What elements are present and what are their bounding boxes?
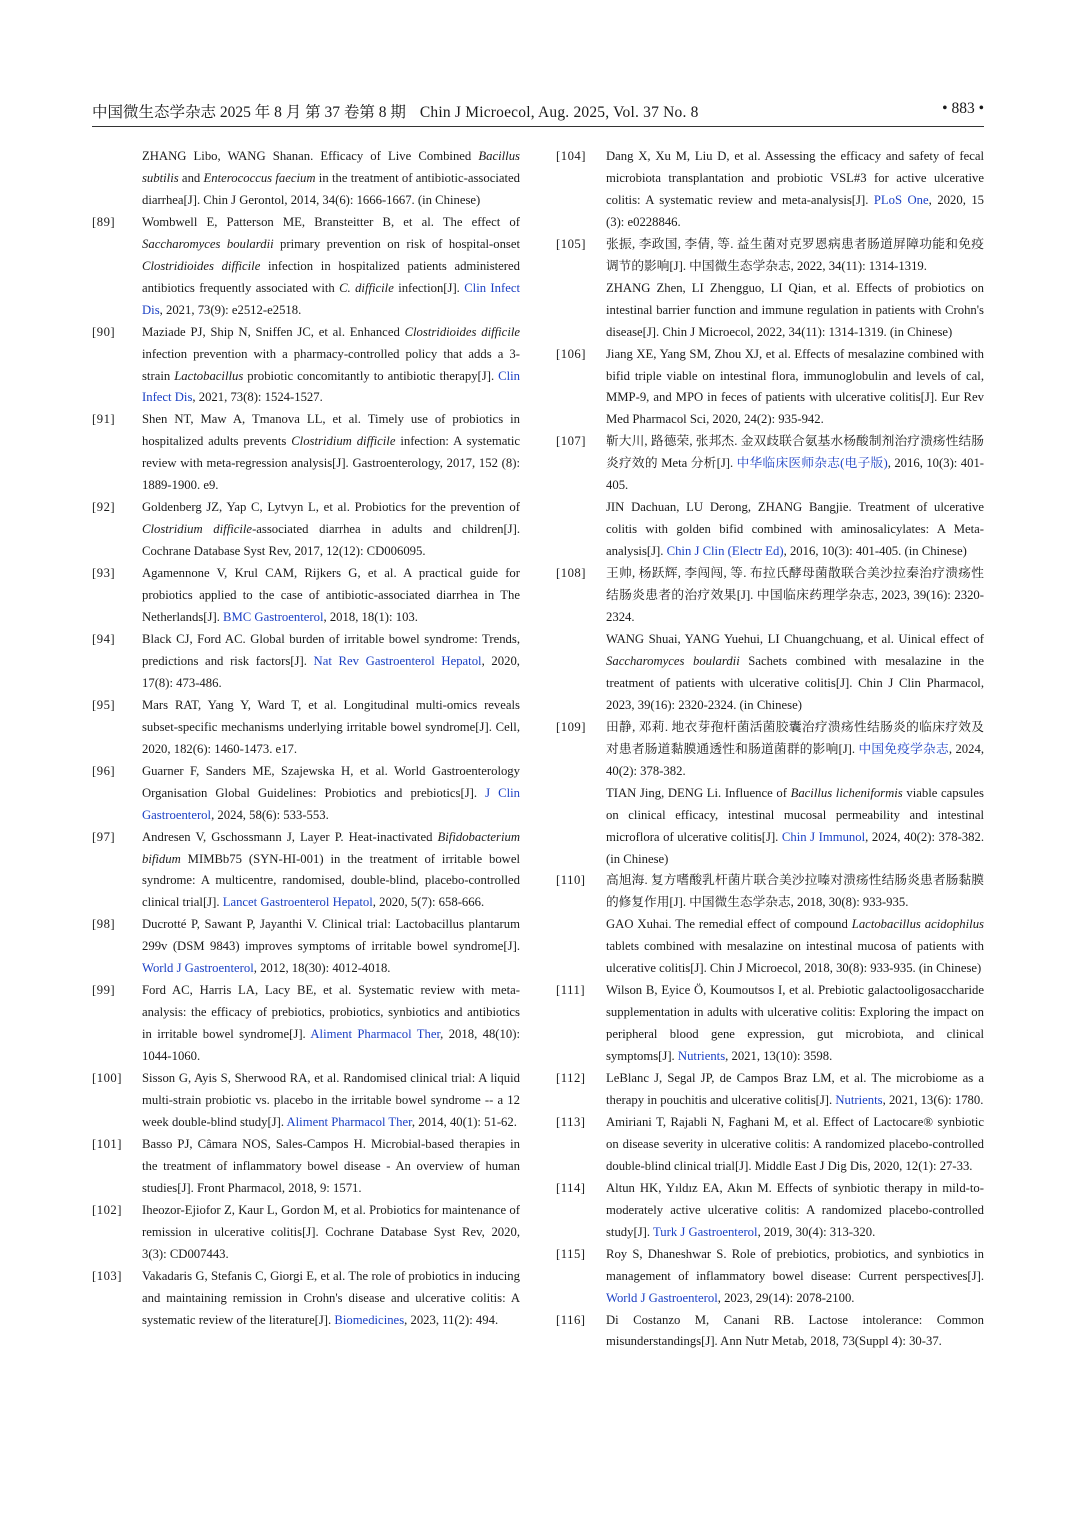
reference-item [92,409,520,497]
reference-item [92,1068,520,1134]
reference-item [92,322,520,410]
reference-number: [116] [556,1312,586,1327]
reference-item [556,980,984,1068]
page-header [92,98,984,127]
journal-link[interactable]: Turk J Gastroenterol [653,1224,758,1239]
reference-number: [101] [92,1136,122,1151]
reference-item [556,717,984,871]
reference-number: [105] [556,236,586,251]
reference-number: [95] [92,697,116,712]
journal-link[interactable]: 中华临床医师杂志(电子版) [736,456,888,471]
reference-item [556,234,984,344]
reference-text: Roy S, Dhaneshwar S. Role of prebiotics, probiotics, and synbiotics in management of inflammatory bowel disease: Current perspectives[J]. World J Gastroenterol, 2023, 29(14): 2078-2100. [606,1246,984,1305]
journal-link[interactable]: Clin Infect Dis [142,280,520,317]
journal-link[interactable]: Aliment Pharmacol Ther [286,1114,412,1129]
reference-text: 高旭海. 复方嗜酸乳杆菌片联合美沙拉嗪对溃疡性结肠炎患者肠黏膜的修复作用[J]. 中国微生态学杂志, 2018, 30(8): 933-935. GAO Xuhai. The remedial effect of compound Lactobacillus acidophilus tablets combined with mesalazine on intestinal mucosa of patients with ulcerative colitis[J]. Chin J Microecol, 2018, 30(8): 933-935. (in Chinese) [606,873,984,976]
reference-number: [107] [556,434,586,449]
reference-number: [108] [556,566,586,581]
reference-number: [90] [92,324,116,339]
reference-number: [94] [92,631,116,646]
reference-text: Wilson B, Eyice Ö, Koumoutsos I, et al. Prebiotic galactooligosaccharide supplementation in adults with ulcerative colitis: Exploring the impact on peripheral blood gene expression, gut microbiota, and clinical symptoms[J]. Nutrients, 2021, 13(10): 3598. [606,983,984,1064]
reference-item [92,1266,520,1332]
journal-link[interactable]: J Clin Gastroenterol [142,785,521,822]
reference-text: Iheozor-Ejiofor Z, Kaur L, Gordon M, et al. Probiotics for maintenance of remission in ulcerative colitis[J]. Cochrane Database Syst Rev, 2020, 3(3): CD007443. [142,1202,520,1261]
reference-text: Agamennone V, Krul CAM, Rijkers G, et al. A practical guide for probiotics applied to the case of antibiotic-associated diarrhea in The Netherlands[J]. BMC Gastroenterol, 2018, 18(1): 103. [142,566,520,625]
reference-text: 靳大川, 路德荣, 张邦杰. 金双歧联合氨基水杨酸制剂治疗溃疡性结肠炎疗效的 Meta 分析[J]. 中华临床医师杂志(电子版), 2016, 10(3): 401-405. JIN Dachuan, LU Derong, ZHANG Bangjie. Treatment of ulcerative colitis with golden bifid combined with aminosalicylates: A Meta-analysis[J]. Chin J Clin (Electr Ed), 2016, 10(3): 401-405. (in Chinese) [606,434,985,559]
page-number: • 883 • [942,100,984,117]
reference-text: Wombwell E, Patterson ME, Bransteitter B, et al. The effect of Saccharomyces boulardii primary prevention on risk of hospital-onset Clostridioides difficile infection in hospitalized patients administered antibiotics frequently associated with C. difficile infection[J]. Clin Infect Dis, 2021, 73(9): e2512-e2518. [142,214,521,317]
reference-text: Guarner F, Sanders ME, Szajewska H, et al. World Gastroenterology Organisation Global Guidelines: Probiotics and prebiotics[J]. J Clin Gastroenterol, 2024, 58(6): 533-553. [142,763,521,822]
reference-number: [98] [92,917,116,932]
journal-link[interactable]: World J Gastroenterol [606,1290,718,1305]
reference-number: [103] [92,1268,122,1283]
reference-text: Altun HK, Yıldız EA, Akın M. Effects of synbiotic therapy in mild-to-moderately active ulcerative colitis: A randomized placebo-controlled study[J]. Turk J Gastroenterol, 2019, 30(4): 313-320. [606,1180,984,1239]
reference-text: Basso PJ, Câmara NOS, Sales-Campos H. Microbial-based therapies in the treatment of inflammatory bowel disease - An overview of human studies[J]. Front Pharmacol, 2018, 9: 1571. [142,1136,520,1195]
reference-text: Ducrotté P, Sawant P, Jayanthi V. Clinical trial: Lactobacillus plantarum 299v (DSM 9843) improves symptoms of irritable bowel syndrome[J]. World J Gastroenterol, 2012, 18(30): 4012-4018. [142,917,520,976]
reference-item [556,1310,984,1354]
reference-text: Sisson G, Ayis S, Sherwood RA, et al. Randomised clinical trial: A liquid multi-strain probiotic vs. placebo in the irritable bowel syndrome -- a 12 week double-blind study[J]. Aliment Pharmacol Ther, 2014, 40(1): 51-62. [142,1071,520,1129]
reference-text: Ford AC, Harris LA, Lacy BE, et al. Systematic review with meta-analysis: the efficacy of prebiotics, probiotics, synbiotics and antibiotics in irritable bowel syndrome[J]. Aliment Pharmacol Ther, 2018, 48(10): 1044-1060. [142,983,520,1064]
journal-link[interactable]: Nat Rev Gastroenterol Hepatol [313,653,482,668]
journal-link[interactable]: Nutrients [835,1092,883,1107]
reference-number: [104] [556,149,586,163]
reference-number: [99] [92,983,116,998]
reference-text: Amiriani T, Rajabli N, Faghani M, et al. Effect of Lactocare® synbiotic on disease severity in ulcerative colitis: A randomized placebo-controlled double-blind clinical trial[J]. Middle East J Dig Dis, 2020, 12(1): 27-33. [606,1114,984,1173]
reference-text: Andresen V, Gschossmann J, Layer P. Heat-inactivated Bifidobacterium bifidum MIMBb75 (SYN-HI-001) in the treatment of irritable bowel syndrome: A multicentre, randomised, double-blind, placebo-controlled clinical trial[J]. Lancet Gastroenterol Hepatol, 2020, 5(7): 658-666. [142,829,520,910]
reference-item [92,914,520,980]
reference-item [92,563,520,629]
reference-number: [106] [556,346,586,361]
journal-link[interactable]: BMC Gastroenterol [223,610,324,625]
journal-link[interactable]: Aliment Pharmacol Ther [310,1027,441,1042]
reference-number: [89] [92,214,116,229]
reference-item [556,563,984,717]
reference-number: [111] [556,983,586,998]
journal-link[interactable]: 中国免疫学杂志 [858,741,949,756]
reference-text: Goldenberg JZ, Yap C, Lytvyn L, et al. Probiotics for the prevention of Clostridium difficile-associated diarrhea in adults and children[J]. Cochrane Database Syst Rev, 2017, 12(12): CD006095. [142,500,521,559]
reference-number: [92] [92,500,116,515]
reference-number: [102] [92,1202,122,1217]
reference-text: Mars RAT, Yang Y, Ward T, et al. Longitudinal multi-omics reveals subset-specific mechanisms underlying irritable bowel syndrome[J]. Cell, 2020, 182(6): 1460-1473. e17. [142,697,520,756]
reference-item [556,344,984,432]
reference-item [92,761,520,827]
reference-item [556,431,984,563]
reference-item [92,827,520,915]
journal-link[interactable]: PLoS One [873,192,929,207]
reference-text: 王帅, 杨跃辉, 李闯闯, 等. 布拉氏酵母菌散联合美沙拉秦治疗溃疡性结肠炎患者的治疗效果[J]. 中国临床药理学杂志, 2023, 39(16): 2320-2324. WANG Shuai, YANG Yuehui, LI Chuangchuang, et al. Uinical effect of Saccharomyces boulardii Sachets combined with mesalazine in the treatment of patients with ulcerative colitis[J]. Chin J Clin Pharmacol, 2023, 39(16): 2320-2324. (in Chinese) [606,566,984,712]
journal-link[interactable]: Chin J Clin (Electr Ed) [666,544,784,559]
reference-item [556,1178,984,1244]
journal-link[interactable]: Nutrients [677,1049,726,1064]
reference-item [92,695,520,761]
reference-text: Di Costanzo M, Canani RB. Lactose intolerance: Common misunderstandings[J]. Ann Nutr Metab, 2018, 73(Suppl 4): 30-37. [606,1312,984,1349]
journal-title-en: Chin J Microecol, Aug. 2025, Vol. 37 No. 8 [419,104,699,121]
reference-item [556,146,984,234]
reference-text: Jiang XE, Yang SM, Zhou XJ, et al. Effects of mesalazine combined with bifid triple viable on intestinal flora, immunoglobulin and levels of cal, MMP-9, and MPO in feces of patients with ulcerative colitis[J]. Eur Rev Med Pharmacol Sci, 2020, 24(2): 935-942. [606,346,984,427]
journal-link[interactable]: Lancet Gastroenterol Hepatol [222,895,373,910]
reference-item [556,1244,984,1310]
reference-item [92,1134,520,1200]
journal-link[interactable]: Clin Infect Dis [142,368,520,405]
left-column [92,146,520,1331]
journal-title-cn: 中国微生态学杂志 2025 年 8 月 第 37 卷第 8 期 [92,104,406,121]
reference-text: Shen NT, Maw A, Tmanova LL, et al. Timely use of probiotics in hospitalized adults prevents Clostridium difficile infection: A systematic review with meta-regression analysis[J]. Gastroenterology, 2017, 152 (8): 1889-1900. e9. [142,412,521,493]
journal-link[interactable]: Chin J Immunol [781,829,866,844]
reference-number: [110] [556,873,586,888]
running-head [92,100,699,122]
reference-item [92,497,520,563]
reference-number: [97] [92,829,116,844]
reference-number: [112] [556,1071,586,1086]
reference-number: [109] [556,719,586,734]
right-reference-list [556,146,984,1353]
reference-number: [93] [92,566,116,581]
reference-number: [96] [92,763,116,778]
reference-text: Vakadaris G, Stefanis C, Giorgi E, et al. The role of probiotics in inducing and maintaining remission in Crohn's disease and ulcerative colitis: A systematic review of the literature[J]. Biomedicines, 2023, 11(2): 494. [142,1268,520,1327]
reference-item [556,1068,984,1112]
reference-number: [91] [92,412,116,427]
reference-item [556,870,984,980]
reference-number: [100] [92,1071,122,1086]
reference-number: [115] [556,1246,586,1261]
reference-item [92,212,520,322]
reference-text: 田静, 邓莉. 地衣芽孢杆菌活菌胶囊治疗溃疡性结肠炎的临床疗效及对患者肠道黏膜通透性和肠道菌群的影响[J]. 中国免疫学杂志, 2024, 40(2): 378-382. TIAN Jing, DENG Li. Influence of Bacillus licheniformis viable capsules on clinical efficacy, intestinal mucosal permeability and intestinal microflora of ulcerative colitis[J]. Chin J Immunol, 2024, 40(2): 378-382. (in Chinese) [606,719,985,866]
left-reference-list [92,212,520,1332]
right-column [556,146,984,1353]
reference-text: 张振, 李政国, 李倩, 等. 益生菌对克罗恩病患者肠道屏障功能和免疫调节的影响[J]. 中国微生态学杂志, 2022, 34(11): 1314-1319. ZHANG Zhen, LI Zhengguo, LI Qian, et al. Effects of probiotics on intestinal barrier function and immune regulation in patients with Crohn's disease[J]. Chin J Microecol, 2022, 34(11): 1314-1319. (in Chinese) [606,236,984,339]
reference-text: Dang X, Xu M, Liu D, et al. Assessing the efficacy and safety of fecal microbiota transplantation and probiotic VSL#3 for active ulcerative colitis: A systematic review and meta-analysis[J]. PLoS One, 2020, 15 (3): e0228846. [606,149,985,229]
reference-item [92,1200,520,1266]
reference-continuation: ZHANG Libo, WANG Shanan. Efficacy of Live Combined Bacillus subtilis and Enterococcus faecium in the treatment of antibiotic-associated diarrhea[J]. Chin J Gerontol, 2014, 34(6): 1666-1667. (in Chinese) [142,149,520,207]
reference-number: [114] [556,1180,586,1195]
reference-item [92,629,520,695]
journal-link[interactable]: Biomedicines [334,1312,405,1327]
reference-item [92,980,520,1068]
reference-text: Black CJ, Ford AC. Global burden of irritable bowel syndrome: Trends, predictions and risk factors[J]. Nat Rev Gastroenterol Hepatol, 2020, 17(8): 473-486. [142,631,520,690]
reference-item [556,1112,984,1178]
reference-text: LeBlanc J, Segal JP, de Campos Braz LM, et al. The microbiome as a therapy in pouchitis and ulcerative colitis[J]. Nutrients, 2021, 13(6): 1780. [606,1071,984,1107]
reference-number: [113] [556,1114,586,1129]
reference-text: Maziade PJ, Ship N, Sniffen JC, et al. Enhanced Clostridioides difficile infection prevention with a pharmacy-controlled policy that adds a 3-strain Lactobacillus probiotic concomitantly to antibiotic therapy[J]. Clin Infect Dis, 2021, 73(8): 1524-1527. [142,324,520,405]
journal-link[interactable]: World J Gastroenterol [142,961,254,976]
